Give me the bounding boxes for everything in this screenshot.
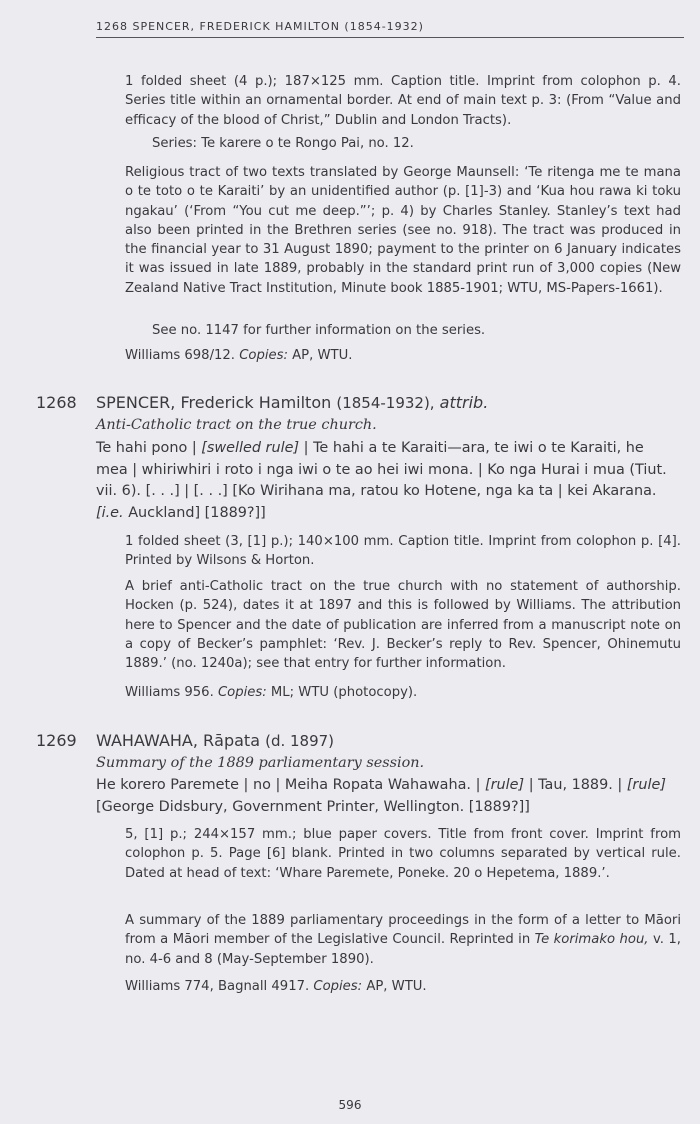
author-name: SPENCER, Frederick Hamilton [96,393,332,412]
entry-number: 1268 [36,393,77,412]
entry-transcription: Te hahi pono | [swelled rule] | Te hahi a te Karaiti—ara, te iwi o te Karaiti, he mea | whiriwhiri i roto i nga iwi o te ao hei iwi mona. | Ko nga Hurai i mua (Tiut. vii. 6). [. . .] | [. . .] [Ko Wirihana ma, ratou ko Hotene, nga ka ta | kei Akarana. [i.e. Auckland] [1889?]] [96,440,667,521]
entry-heading [96,731,334,750]
entry-subtitle: Anti-Catholic tract on the true church. [96,417,377,433]
prev-series-note: Series: Te karere o te Rongo Pai, no. 12. [152,136,414,151]
entry-note: A summary of the 1889 parliamentary proceedings in the form of a letter to Māori from a Māori member of the Legislative Council. Reprinted in Te korimako hou, v. 1, no. 4-6 and 8 (May-September 1890). [125,913,681,967]
entry-physical-description: 5, [1] p.; 244×157 mm.; blue paper covers. Title from front cover. Imprint from colophon p. 5. Page [6] blank. Printed in two columns separated by vertical rule. Dated at head of text: ‘Whare Paremete, Poneke. 20 o Hepetema, 1889.’. [125,827,681,881]
entry-references: Williams 774, Bagnall 4917. Copies: AP, WTU. [125,979,427,994]
running-head: 1268 SPENCER, FREDERICK HAMILTON (1854-1932) [96,20,684,38]
page-number: 596 [338,1098,362,1112]
entry-physical-description: 1 folded sheet (3, [1] p.); 140×100 mm. Caption title. Imprint from colophon p. [4]. Printed by Wilsons & Horton. [125,534,681,569]
prev-see-also: See no. 1147 for further information on the series. [152,323,486,338]
entry-references: Williams 956. Copies: ML; WTU (photocopy). [125,685,418,700]
author-dates: (1854-1932), [336,394,435,412]
entry-transcription: He korero Paremete | no | Meiha Ropata Wahawaha. | [rule] | Tau, 1889. | [rule] [George Didsbury, Government Printer, Wellington. [1889?]] [96,777,666,815]
author-dates: (d. 1897) [265,732,335,750]
entry-heading: SPENCER, Frederick Hamilton (1854-1932), attrib. [96,393,489,412]
entry-note: A brief anti-Catholic tract on the true church with no statement of authorship. Hocken (p. 524), dates it at 1897 and this is followed by Williams. The attribution here to Spencer and the date of publication are inferred from a manuscript note on a copy of Becker’s pamphlet: ‘Rev. J. Becker’s reply to Rev. Spencer, Ohinemutu 1889.’ (no. 1240a); see that entry for further information. [125,579,681,672]
author-name: WAHAWAHA, Rāpata [96,731,260,750]
entry-number: 1269 [36,731,77,750]
prev-contents-note: Religious tract of two texts translated by George Maunsell: ‘Te ritenga me te mana o te toto o te Karaiti’ by an unidentified author (p. [1]-3) and ‘Kua hou rawa ki toku ngakau’ (‘From “You cut me deep.”’; p. 4) by Charles Stanley. Stanley’s text had also been printed in the Brethren series (see no. 918). The tract was produced in the financial year to 31 August 1890; payment to the printer on 6 January indicates it was issued in late 1889, probably in the standard print run of 3,000 copies (New Zealand Native Tract Institution, Minute book 1885-1901; WTU, MS-Papers-1661). [125,165,681,296]
prev-physical-description: 1 folded sheet (4 p.); 187×125 mm. Caption title. Imprint from colophon p. 4. Series title within an ornamental border. At end of main text p. 3: (From “Value and efficacy of the blood of Christ,” Dublin and London Tracts). [125,74,681,128]
prev-references: Williams 698/12. Copies: AP, WTU. [125,348,353,363]
entry-subtitle: Summary of the 1889 parliamentary session. [96,755,425,771]
